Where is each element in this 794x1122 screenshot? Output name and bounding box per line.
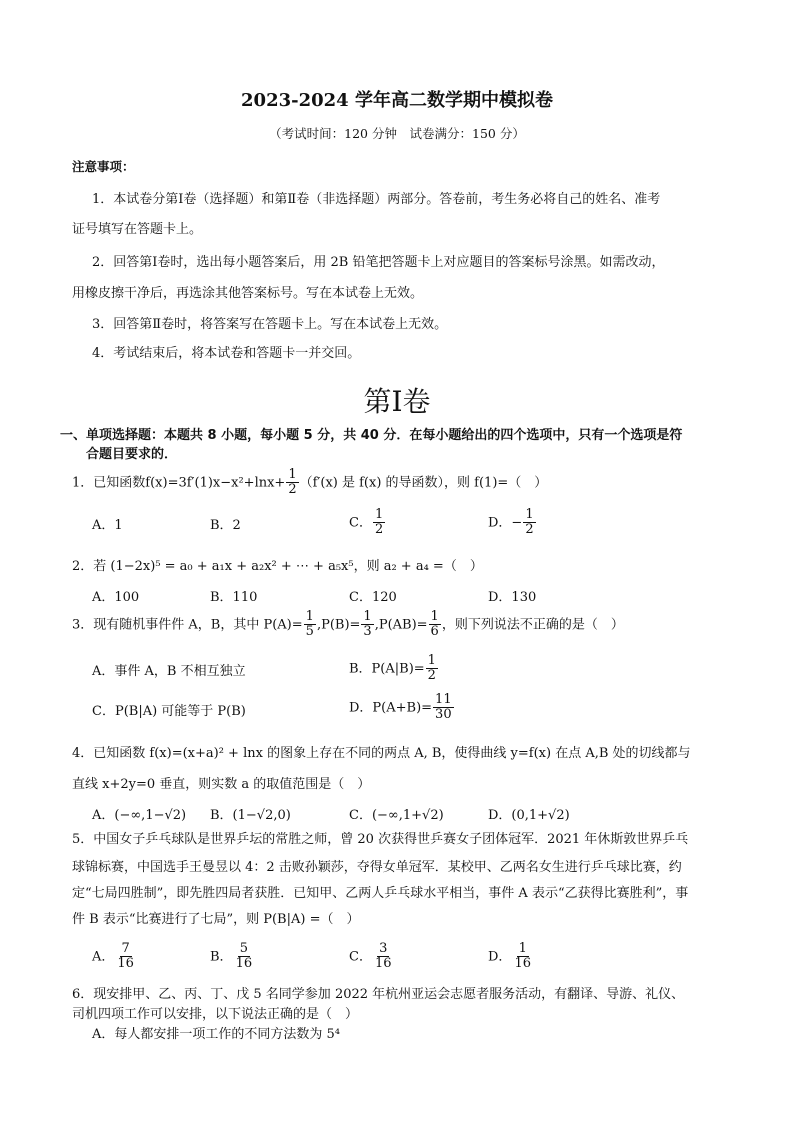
part-heading-cont: 合题目要求的．	[86, 447, 178, 462]
notice-item: 3．回答第Ⅱ卷时，将答案写在答题卡上。写在本试卷上无效。	[92, 317, 448, 332]
exam-title: 2023-2024 学年高二数学期中模拟卷	[241, 90, 553, 111]
q3-option-c: C．P(B|A) 可能等于 P(B)	[92, 704, 246, 719]
question-5-stem-cont: 件 B 表示“比赛进行了七局”，则 P(B|A) =（ ）	[72, 912, 360, 927]
notice-item: 证号填写在答题卡上。	[72, 222, 203, 237]
q4-option-a: A．(−∞,1−√2)	[92, 808, 187, 823]
question-5-stem: 5．中国女子乒乓球队是世界乒坛的常胜之师，曾 20 次获得世乒赛女子团体冠军．2021 年休斯敦世界乒乓	[72, 832, 689, 847]
question-1-stem: 1．已知函数f(x)=3f′(1)x−x²+lnx+ $\frac{1}{2}$ （f′(x) 是 f(x) 的导函数），则 f(1)=（ ）	[72, 467, 548, 498]
q4-option-b: B．(1−√2,0)	[210, 808, 291, 823]
question-3-stem: 3．现有随机事件件 A，B，其中 P(A)= $\frac{1}{5}$ ,P(B)= $\frac{1}{3}$ ,P(AB)= $\frac{1}{6}$ ，则下列说法不正确的是（ ）	[72, 609, 624, 640]
question-6-stem-cont: 司机四项工作可以安排，以下说法正确的是（ ）	[72, 1007, 359, 1022]
notice-item: 4．考试结束后，将本试卷和答题卡一并交回。	[92, 346, 361, 361]
notice-item: 1．本试卷分第Ⅰ卷（选择题）和第Ⅱ卷（非选择题）两部分。答卷前，考生务必将自己的姓名、准考	[92, 192, 661, 207]
question-4-stem: 4．已知函数 f(x)=(x+a)² + lnx 的图象上存在不同的两点 A, B，使得曲线 y=f(x) 在点 A,B 处的切线都与	[72, 746, 691, 761]
q3-option-d: D．P(A+B)= $\frac{11}{30}$	[349, 692, 452, 723]
q1-option-b: B．2	[210, 518, 241, 533]
q5-option-a: A． $\frac{7}{16}$	[92, 941, 134, 972]
q2-option-d: D．130	[488, 590, 537, 605]
section-title: 第Ⅰ卷	[363, 385, 431, 418]
question-5-stem-cont: 球锦标赛，中国选手王曼昱以 4：2 击败孙颖莎，夺得女单冠军．某校甲、乙两名女生进行乒乓球比赛，约	[72, 860, 682, 875]
q5-option-b: B． $\frac{5}{16}$	[210, 941, 253, 972]
q4-option-d: D．(0,1+√2)	[488, 808, 570, 823]
q2-option-b: B．110	[210, 590, 258, 605]
question-5-stem-cont: 定“七局四胜制”，即先胜四局者获胜．已知甲、乙两人乒乓球水平相当，事件 A 表示“乙获得比赛胜利”，事	[72, 886, 689, 901]
q3-option-b: B．P(A|B)= $\frac{1}{2}$	[349, 653, 436, 684]
notice-item: 用橡皮擦干净后，再选涂其他答案标号。写在本试卷上无效。	[72, 286, 424, 301]
question-2-stem: 2．若 (1−2x)⁵ = a₀ + a₁x + a₂x² + ⋯ + a₅x⁵，则 a₂ + a₄ =（ ）	[72, 559, 483, 574]
q4-option-c: C．(−∞,1+√2)	[349, 808, 444, 823]
notice-item: 2．回答第Ⅰ卷时，选出每小题答案后，用 2B 铅笔把答题卡上对应题目的答案标号涂黑。如需改动，	[92, 255, 665, 270]
question-6-stem: 6．现安排甲、乙、丙、丁、戊 5 名同学参加 2022 年杭州亚运会志愿者服务活动，有翻译、导游、礼仪、	[72, 987, 685, 1002]
part-heading: 一、单项选择题：本题共 8 小题，每小题 5 分，共 40 分．在每小题给出的四个选项中，只有一个选项是符	[60, 428, 683, 443]
q5-option-d: D． $\frac{1}{16}$	[488, 941, 531, 972]
q1-option-a: A．1	[92, 518, 123, 533]
q2-option-c: C．120	[349, 590, 397, 605]
notice-heading: 注意事项：	[72, 159, 135, 174]
q1-option-d: D．− $\frac{1}{2}$	[488, 507, 534, 538]
q5-option-c: C． $\frac{3}{16}$	[349, 941, 392, 972]
q6-option-a: A．每人都安排一项工作的不同方法数为 5⁴	[92, 1027, 341, 1042]
question-4-stem-cont: 直线 x+2y=0 垂直，则实数 a 的取值范围是（ ）	[72, 777, 371, 792]
q1-option-c: C． $\frac{1}{2}$	[349, 507, 384, 538]
exam-subtitle: （考试时间：120 分钟 试卷满分：150 分）	[269, 126, 525, 141]
q2-option-a: A．100	[92, 590, 140, 605]
q3-option-a: A．事件 A，B 不相互独立	[92, 664, 246, 679]
